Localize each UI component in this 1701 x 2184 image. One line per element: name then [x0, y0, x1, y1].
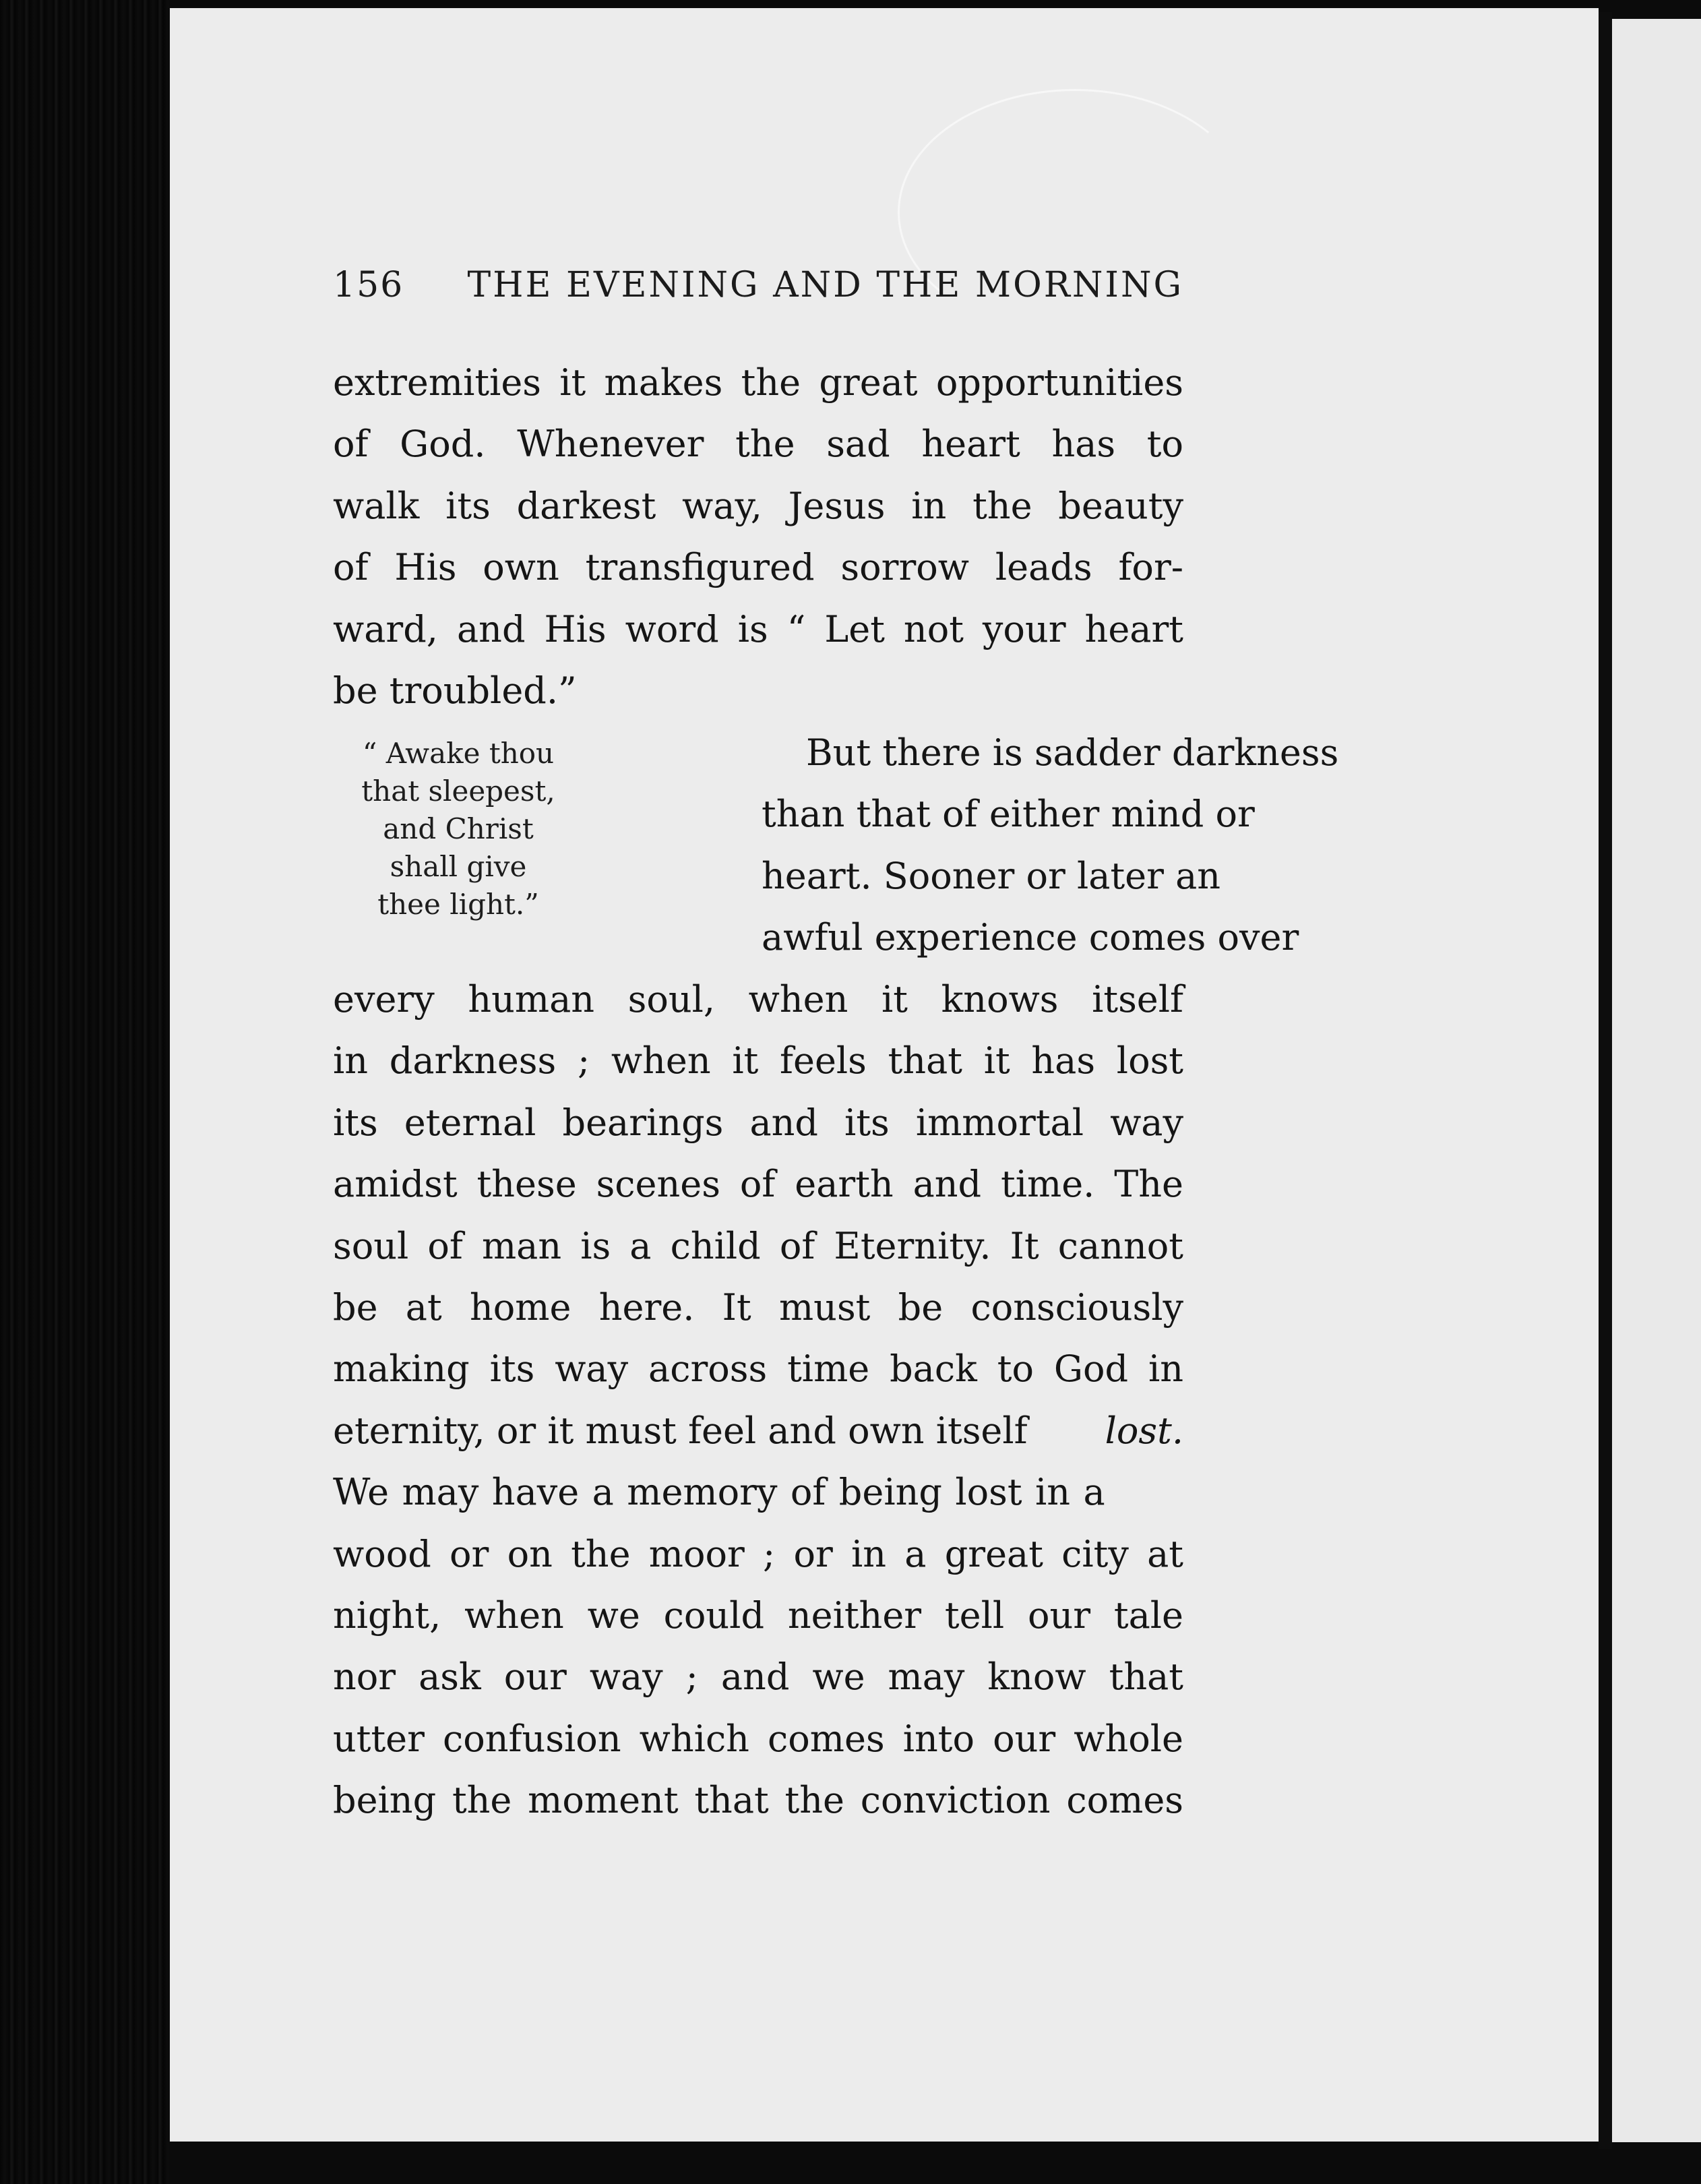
text-line: than that of either mind or — [762, 793, 1255, 836]
text-line: in darkness ; when it feels that it has lost — [333, 1039, 1183, 1083]
text-line: But there is sadder darkness — [806, 731, 1339, 774]
sidenote-line: thee light.” — [377, 888, 539, 921]
text-line: awful experience comes over — [762, 916, 1299, 959]
page-number: 156 — [333, 265, 404, 305]
text-line: making its way across time back to God in — [333, 1347, 1183, 1391]
text-line: of His own transfigured sorrow leads for- — [333, 546, 1183, 589]
running-title: THE EVENING AND THE MORNING — [467, 265, 1183, 305]
text-line: of God. Whenever the sad heart has to — [333, 423, 1183, 466]
sidenote-line: that sleepest, — [361, 775, 555, 808]
text-line: eternity, or it must feel and own itself — [333, 1409, 1028, 1452]
text-line: extremities it makes the great opportunities — [333, 361, 1183, 404]
text-line: being the moment that the conviction comes — [333, 1779, 1183, 1822]
text-line: utter confusion which comes into our whole — [333, 1717, 1183, 1760]
text-line: be at home here. It must be consciously — [333, 1285, 1183, 1329]
text-line: its eternal bearings and its immortal way — [333, 1101, 1183, 1144]
text-line: every human soul, when it knows itself — [333, 978, 1183, 1021]
running-header — [333, 255, 1183, 315]
sidenote-line: shall give — [390, 850, 527, 883]
margin-sidenote — [337, 735, 580, 923]
paragraph-2-indented — [590, 722, 1339, 969]
text-line: walk its darkest way, Jesus in the beauty — [333, 484, 1183, 527]
emphasis-word: lost. — [1105, 1409, 1183, 1452]
text-line: We may have a memory of being lost in a — [333, 1471, 1105, 1514]
text-line: heart. Sooner or later an — [762, 854, 1221, 897]
sidenote-line: and Christ — [383, 812, 534, 845]
text-line: amidst these scenes of earth and time. The — [333, 1163, 1183, 1206]
text-line: soul of man is a child of Eternity. It cannot — [333, 1224, 1183, 1267]
sidenote-line: “ Awake thou — [362, 737, 555, 770]
text-line: wood or on the moor ; or in a great city at — [333, 1532, 1183, 1575]
scanner-edge-left — [0, 0, 168, 2184]
text-line: be troubled.” — [333, 669, 577, 712]
text-line: ward, and His word is “ Let not your heart — [333, 607, 1183, 650]
text-line-with-emphasis — [333, 1400, 1183, 1461]
binding-gutter — [1599, 12, 1612, 2149]
facing-page-edge — [1612, 19, 1701, 2142]
paragraph-1 — [333, 352, 1183, 721]
paragraph-2 — [333, 969, 1183, 1831]
text-line: night, when we could neither tell our tale — [333, 1594, 1183, 1637]
text-line: nor ask our way ; and we may know that — [333, 1656, 1183, 1699]
